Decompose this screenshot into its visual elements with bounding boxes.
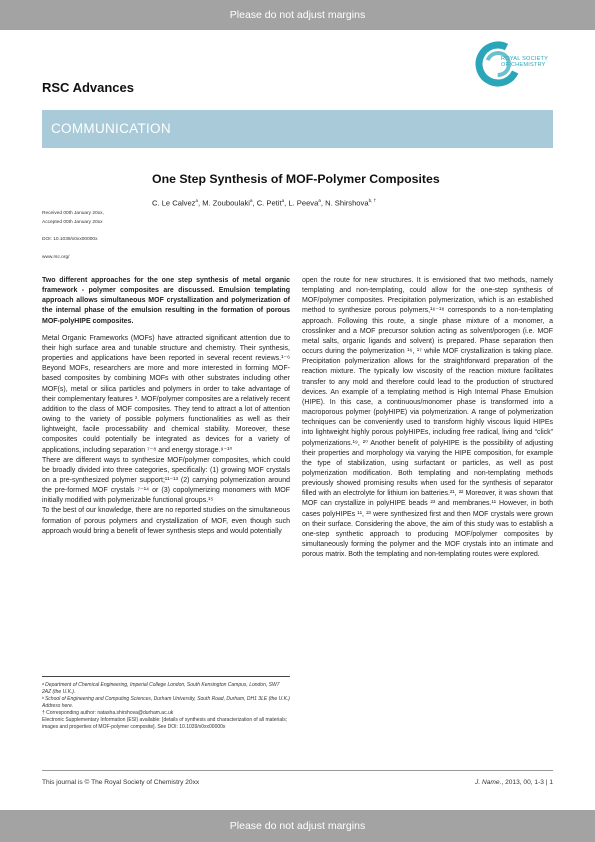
logo-text-line-1: ROYAL SOCIETY	[501, 56, 549, 62]
author-name: L. Peeva	[288, 198, 319, 208]
author-list: C. Le Calvez$^a$, M. Zouboulaki$^a$, C. Petit$^a$, L. Peeva$^a$, N. Shirshova$^{b, \dagger}$	[152, 198, 377, 208]
bottom-margin-banner: Please do not adjust margins	[0, 810, 595, 842]
journal-name: RSC Advances	[42, 80, 134, 95]
article-title: One Step Synthesis of MOF-Polymer Composites	[152, 172, 440, 186]
footer-page-info	[475, 779, 553, 786]
logo-text-line-2: OF CHEMISTRY	[501, 62, 546, 69]
body-paragraph: To the best of our knowledge, there are no reported studies on the simultaneous formation of porous polymers and crystallization of MOF, even though such approach would bring a benefit of fewer synthesis steps and would potentially	[42, 507, 290, 535]
footer-volume-pages: , 2013, 00, 1-3 | 1	[501, 779, 553, 786]
footer-copyright: This journal is © The Royal Society of Chemistry 20xx	[42, 779, 200, 786]
author-affiliation: b, †	[368, 198, 377, 203]
footer-journal: J. Name.	[475, 779, 502, 786]
section-bar	[42, 110, 553, 148]
received-date: Received 00th January 20xx,	[42, 211, 104, 216]
rsc-logo-text	[501, 56, 548, 68]
footnote-divider	[42, 676, 290, 677]
author-name: C. Petit	[256, 198, 282, 208]
author-name: M. Zouboulaki	[202, 198, 250, 208]
author-affiliation: a	[318, 198, 321, 203]
esi-note: Electronic Supplementary Information (ESI) available: [details of synthesis and characterization of all materials; images and properties of MOF-polymer composite]. See DOI: 10.1039/x0xx00000x	[42, 717, 288, 730]
affiliation-b: ᵇ School of Engineering and Computing Sciences, Durham University, South Road, Durham, DH1 3LE (the U.K.) Address here.	[42, 696, 290, 709]
author-affiliation: a	[249, 198, 253, 203]
author-name: N. Shirshova	[325, 198, 369, 208]
top-margin-banner: Please do not adjust margins	[0, 0, 595, 30]
author-name: C. Le Calvez	[152, 198, 196, 208]
author-affiliation: a	[195, 198, 198, 203]
abstract: Two different approaches for the one step synthesis of metal organic framework - polymer composites are discussed. Emulsion templating approach allows simultaneous MOF crystallization and polymerization of the internal phase of the emulsion resulting in the formation of porous MOF-polyHIPE composites.	[42, 277, 290, 325]
rsc-website-link[interactable]: www.rsc.org/	[42, 255, 70, 260]
footnotes	[42, 682, 290, 731]
affiliation-a: ᵃ Department of Chemical Engineering, Imperial College London, South Kensington Campus, London, SW7 2AZ (the U.K.).	[42, 682, 280, 695]
footer-divider	[42, 770, 553, 771]
body-paragraph: open the route for new structures. It is envisioned that two methods, namely templating and non-templating, could allow for the one-step synthesis of MOF/polymer composites. Precipitation polymerization, which is an established method to synthesize porous polymers,¹⁶⁻¹⁸ corresponds to a non-templating approach. Following this route, a single phase mixture of a monomer, a crosslinker and a MOF precursor solution acting as solvent/porogen (i.e. MOF metal salts, organic ligands and solvent) is prepared. Phase separation then occurs during the polymerization ¹⁶, ¹⁷ while MOF crystallization is taking place. Precipitation polymerization allows for the straightforward preparation of the reaction mixture. The typically low viscosity of the reaction mixture facilitates transfer to any mold and therefore could lead to the production of structured devices. An example of a templating method is High Internal Phase Emulsion (HIPE). In this case, a continuous/monomer phase is transformed into a macroporous polymer (polyHIPE) via polymerization. A range of polymerization techniques can be conveniently used to transform highly viscous liquid HIPEs into lightweight highly porous polyHIPEs, including free radical, living and “click” polymerizations.¹⁹, ²⁰ Another benefit of polyHIPE is the possibility of adjusting their properties and morphology via varying the HIPE composition, for example the type of stabilization, using surfactant or particles, as well as post polymerization modification. Both templating and non-templating methods previously showed promising results when used for the synthesis of separator filled with an electrolyte for lithium ion batteries.²¹, ²² Moreover, it was shown that MOF can crystallize in polyHIPE beads ²³ and membranes.¹¹ However, in both cases polyHIPEs ¹¹, ²³ were synthesized first and then MOF crystals were grown on their surface. Considering the above, the aim of this study was to establish a one-step synthetic approach to producing MOF/polymer composites by simultaneously forming the polymer and the MOF crystals into an intimate and porous matrix. Both the templating and non-templating routes were explored.	[302, 277, 553, 559]
accepted-date: Accepted 00th January 20xx	[42, 220, 103, 225]
body-paragraph: There are different ways to synthesize MOF/polymer composites, which could be broadly divided into three categories, specifically: (1) growing MOF crystals on a pre-synthesized polymer support;¹¹⁻¹³ (2) carrying polymerization around the pre-formed MOF crystals ⁷⁻¹⁴ or (3) copolymerizing monomers with MOF initially modified with polymerizable functional groups.¹⁵	[42, 456, 290, 505]
corresponding-author: † Corresponding author: natasha.shirshova@durham.ac.uk	[42, 710, 174, 716]
doi: DOI: 10.1039/x0xx00000x	[42, 237, 98, 242]
author-affiliation: a	[281, 198, 285, 203]
body-paragraph: Metal Organic Frameworks (MOFs) have attracted significant attention due to their high surface area and tunable structure and chemistry. Their synthesis, properties and applications have been reported in several recent reviews.¹⁻⁶ Beyond MOFs, researchers are more and more interested in forming MOF-based composites by combining MOFs with other substrates including other MOF(s), metal or silica particles and polymers in order to take advantage of their complementary features ³. MOF/polymer composites are a relatively recent addition to the class of MOF composites. They tend to attract a lot of attention owing to the variety of possible polymers functionalities as well as their lightweight, facile processability and chemical stability. Moreover, these composites could potentially be integrated as devices for a variety of applications, including separation ⁷⁻⁸ and energy storage.⁹⁻¹⁰	[42, 334, 290, 454]
section-label: COMMUNICATION	[51, 121, 171, 136]
right-column	[302, 276, 553, 560]
left-column	[42, 276, 290, 537]
